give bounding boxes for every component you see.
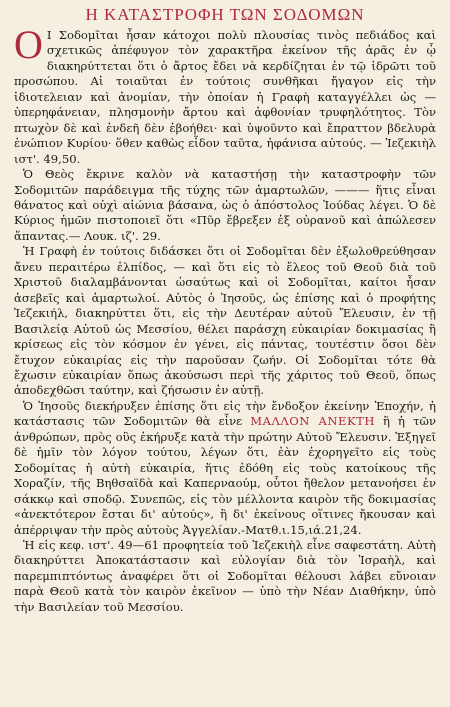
paragraph-2	[14, 167, 436, 244]
paragraph-4	[14, 399, 436, 538]
paragraph-1	[14, 22, 436, 167]
paragraph-5-text: Ἡ εἰς κεφ. ιστ'. 49—61 προφητεία τοῦ Ἰεζεκιὴλ εἶνε σαφεστάτη. Αὐτὴ διακηρύττει Ἀποκατάστασιν καὶ εὐλογίαν διὰ τὸν Ἰσραὴλ, καὶ παρεμπιπτόντως ἀναφέρει ὅτι οἱ Σοδομῖται θέλουσι λάβει εὔνοιαν παρὰ Θεοῦ κατὰ τὸν καιρὸν ἐκεῖνον — ὑπὸ τὴν Νέαν Διαθήκην, ὑπὸ τὴν Βασιλείαν τοῦ Μεσσίου.	[14, 537, 436, 614]
paragraph-4-emphasis: ΜΑΛΛΟΝ ΑΝΕΚΤΗ	[250, 414, 375, 429]
paragraph-3	[14, 244, 436, 399]
paragraph-2-text: Ὁ Θεὸς ἔκρινε καλὸν νὰ καταστήσῃ τὴν καταστροφὴν τῶν Σοδομιτῶν παράδειγμα τῆς τύχης τῶν ἁμαρτωλῶν, ——— ἥτις εἶναι θάνατος καὶ οὐχὶ αἰώνια βάσανα, ὡς ὁ ἀπόστολος Ἰούδας λέγει. Ὁ δὲ Κύριος ἡμῶν πιστοποιεῖ ὅτι «Πῦρ ἔβρεξεν ἐξ οὐρανοῦ καὶ ἀπώλεσεν ἅπαντας.— Λουκ. ιζ'. 29.	[14, 167, 436, 243]
paragraph-4-text-after: ἢ ἡ τῶν ἀνθρώπων, πρὸς οὓς ἐκήρυξε κατὰ τὴν πρώτην Αὐτοῦ Ἔλευσιν. Ἐξηγεῖ δὲ ἡμῖν τὸν λόγον τούτου, λέγων ὅτι, ἐὰν ἐχορηγεῖτο εἰς τοὺς Σοδομίτας ἡ αὐτὴ εὐκαιρία, ἥτις ἐδόθη εἰς τοὺς κατοίκους τῆς Χοραζίν, τῆς Βηθσαϊδὰ καὶ Καπερναούμ, οὗτοι ἤθελον μετανοήσει ἐν σάκκῳ καὶ σποδῷ. Συνεπῶς, εἰς τὸν μέλλοντα καιρὸν τῆς δοκιμασίας «ἀνεκτότερον ἔσται δι' αὐτούς», ἢ δι' ἐκείνους οἵτινες ἤκουσαν καὶ ἀπέρριψαν τὴν πρὸς αὐτοὺς Ἀγγελίαν.-Ματθ.ι.15,ιά.21,24.	[14, 414, 436, 537]
drop-cap: Ο	[14, 22, 43, 67]
paragraph-4-text-before: Ὁ Ἰησοῦς διεκήρυξεν ἐπίσης ὅτι εἰς τὴν ἔνδοξον ἐκείνην Ἐποχήν, ἡ κατάστασις τῶν Σοδομιτῶν θὰ εἶνε	[14, 398, 436, 429]
page-title: Η ΚΑΤΑΣΤΡΟΦΗ ΤΩΝ ΣΟΔΟΜΩΝ	[85, 5, 365, 24]
paragraph-3-text: Ἡ Γραφὴ ἐν τούτοις διδάσκει ὅτι οἱ Σοδομῖται δὲν ἐξωλοθρεύθησαν ἄνευ περαιτέρω ἐλπίδος, — καὶ ὅτι εἰς τὸ ἔλεος τοῦ Θεοῦ διὰ τοῦ Χριστοῦ διαλαμβάνονται ὡσαύτως καὶ οἱ Σοδομῖται, καίτοι ἦσαν ἀσεβεῖς καὶ ἁμαρτωλοί. Αὐτὸς ὁ Ἰησοῦς, ὡς ἐπίσης καὶ ὁ προφήτης Ἰεζεκιήλ, διακηρύττει ὅτι, εἰς τὴν Δευτέραν αὐτοῦ Ἔλευσιν, ἐν τῇ Βασιλείᾳ Αὐτοῦ ὡς Μεσσίου, θέλει παράσχη εὐκαιρίαν δοκιμασίας ἢ κρίσεως εἰς τὸν κόσμον ἐν γένει, εἰς πάντας, τουτέστιν ὅσοι δὲν ἔτυχον εὐκαιρίας εἰς τὴν παροῦσαν ζωήν. Οἱ Σοδομῖται τότε θὰ ἔχωσιν εὐκαιρίαν ὅπως ἀκούσωσι περὶ τῆς χάριτος τοῦ Θεοῦ, ὅπως ἀποδεχθῶσι ταύτην, καὶ ζήσωσιν ἐν αὐτῇ.	[14, 244, 436, 398]
paragraph-1-text: Ι Σοδομῖται ἦσαν κάτοχοι πολὺ πλουσίας τινὸς πεδιάδος καὶ σχετικῶς ἀπέφυγον τὸν χαρακτῆρα ἐκείνον τῆς ἀρᾶς ἐν ᾧ διακηρύττεται ὅτι ὁ ἄρτος ἔδει νὰ κερδίζηται ἐν τῷ ἱδρῶτι τοῦ προσώπου. Αἱ τοιαῦται ἐν τούτοις συνθῆκαι ἤγαγον εἰς τὴν ἰδιοτελειαν καὶ ἀνομίαν, τὴν ὁποίαν ἡ Γραφὴ καταγγέλλει ὡς — ὑπερηφάνειαν, πλησμονὴν ἄρτου καὶ ἀφθονίαν τρυφηλότητος. Τὸν πτωχὸν δὲ καὶ ἐνδεῆ δὲν ἐβοήθει· καὶ ὑψοῦντο καὶ ἔπραττον βδελυρὰ ἐνώπιον Κυρίου· ὅθεν καθὼς εἶδον ταῦτα, ἠφάνισα αὐτούς. — Ἰεζεκιὴλ ιστ'. 49,50.	[14, 28, 436, 166]
article-body	[14, 22, 436, 615]
paragraph-5	[14, 538, 436, 615]
